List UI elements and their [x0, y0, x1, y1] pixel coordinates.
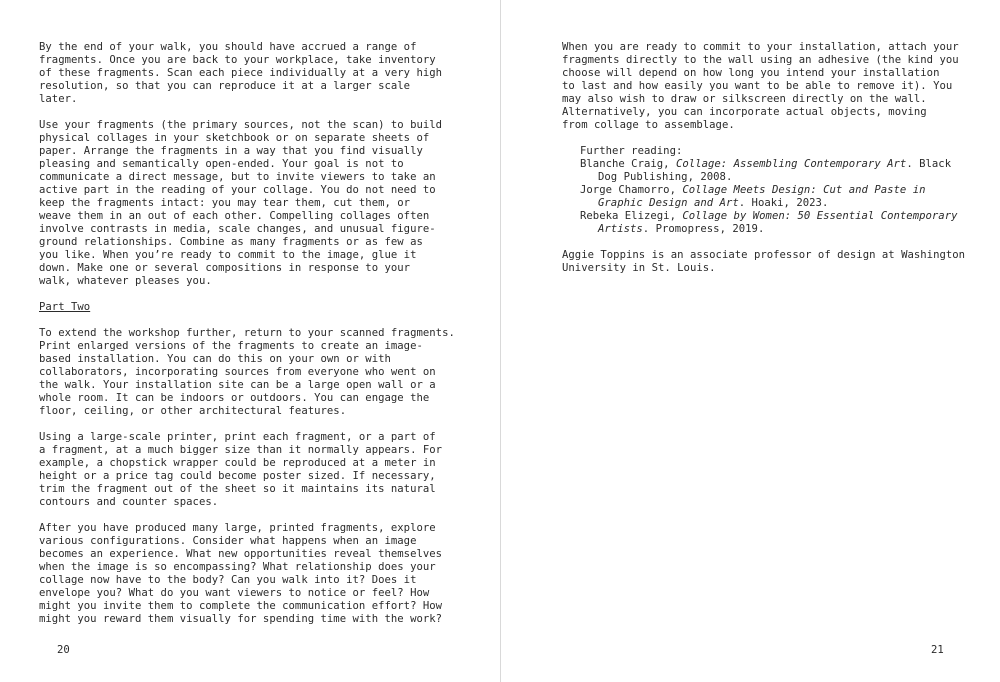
reference-item	[580, 210, 972, 236]
reference-publisher: . Black Dog Publishing, 2008.	[598, 158, 952, 183]
reference-item	[580, 158, 972, 184]
page-number: 20	[57, 644, 70, 656]
author-bio: Aggie Toppins is an associate professor of design at Washington University in St. Louis.	[562, 249, 966, 274]
reference-author: Jorge Chamorro,	[580, 184, 683, 196]
paragraph: After you have produced many large, printed fragments, explore various configurations. Consider what happens when an image becomes an experience. What new opportunities reveal themselves when the image is so encompassing? What relationship does your collage now have to the body? Can you walk into it? Does it envelope you? What do you want viewers to notice or feel? How might you invite them to complete the communication effort? How might you reward them visually for spending time with the work?	[39, 522, 443, 625]
paragraph: When you are ready to commit to your installation, attach your fragments directly to the wall using an adhesive (the kind you choose will depend on how long you intend your installation to last and how easily you want to be able to remove it). You may also wish to draw or silkscreen directly on the wall. Alternatively, you can incorporate actual objects, moving from collage to assemblage.	[562, 41, 959, 131]
further-reading-title: Further reading:	[580, 145, 683, 157]
paragraph: By the end of your walk, you should have accrued a range of fragments. Once you are back to your workplace, take inventory of these fragments. Scan each piece individually at a very high resolution, so that you can reproduce it at a larger scale later.	[39, 41, 443, 105]
reference-author: Rebeka Elizegi,	[580, 210, 683, 222]
paragraph: To extend the workshop further, return to your scanned fragments. Print enlarged versions of the fragments to create an image- based installation. You can do this on your own or with collaborators, incorporating sources from everyone who went on the walk. Your installation site can be a large open wall or a whole room. It can be indoors or outdoors. You can engage the floor, ceiling, or other architectural features.	[39, 327, 455, 417]
reference-publisher: . Promopress, 2019.	[642, 223, 765, 235]
right-page	[501, 0, 1000, 682]
page-number: 21	[931, 644, 944, 656]
paragraph: Using a large-scale printer, print each fragment, or a part of a fragment, at a much bigger size than it normally appears. For example, a chopstick wrapper could be reproduced at a meter in height or a price tag could become poster sized. If necessary, trim the fragment out of the sheet so it maintains its natural contours and counter spaces.	[39, 431, 443, 508]
reference-item	[580, 184, 972, 210]
reference-title: Collage by Women: 50 Essential Contemporary Artists	[598, 210, 958, 235]
reference-title: Collage Meets Design: Cut and Paste in Graphic Design and Art	[598, 184, 926, 209]
right-text-column	[562, 41, 972, 288]
reference-title: Collage: Assembling Contemporary Art	[675, 158, 907, 170]
further-reading	[562, 145, 972, 236]
reference-publisher: . Hoaki, 2023.	[738, 197, 829, 209]
paragraph: Use your fragments (the primary sources, not the scan) to build physical collages in your sketchbook or on separate sheets of paper. Arrange the fragments in a way that you find visually pleasing and semantically open-ended. Your goal is not to communicate a direct message, but to invite viewers to take an active part in the reading of your collage. You do not need to keep the fragments intact: you may tear them, cut them, or weave them in an out of each other. Compelling collages often involve contrasts in media, scale changes, and unusual figure- ground relationships. Combine as many fragments or as few as you like. When you’re ready to commit to the image, glue it down. Make one or several compositions in response to your walk, whatever pleases you.	[39, 119, 443, 287]
section-heading: Part Two	[39, 301, 91, 313]
left-text-column	[39, 41, 459, 639]
reference-author: Blanche Craig,	[580, 158, 676, 170]
